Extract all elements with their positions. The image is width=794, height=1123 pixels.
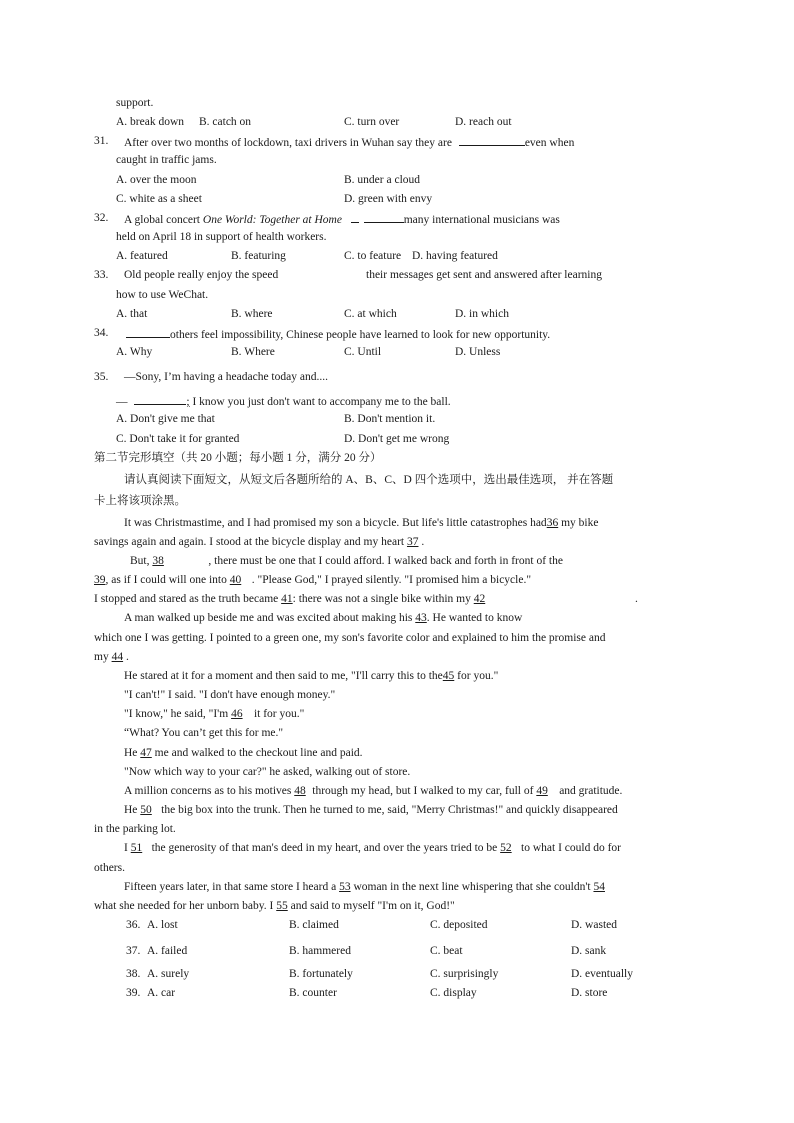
blank-37[interactable]: 37 <box>406 536 419 548</box>
blank-51[interactable]: 51 <box>130 842 143 854</box>
option-a[interactable]: A. lost <box>147 919 178 931</box>
passage-line-21 <box>94 899 455 913</box>
q34-option-a[interactable]: A. Why <box>116 346 153 358</box>
passage-text: savings again and again. I stood at the bicycle display and my heart <box>94 536 405 548</box>
q32-option-b[interactable]: B. featuring <box>231 250 286 262</box>
blank-38[interactable]: 38 <box>152 555 164 567</box>
q34-number: 34. <box>94 327 109 339</box>
option-b[interactable]: B. hammered <box>289 945 351 957</box>
blank-48[interactable]: 48 <box>294 785 306 797</box>
q34-stem <box>126 326 550 342</box>
q34-option-c[interactable]: C. Until <box>344 346 382 358</box>
passage-text: A million concerns as to his motives <box>124 785 292 797</box>
passage-text: He stared at it for a moment and then said to me, "I'll carry this to the <box>124 670 443 682</box>
option-d[interactable]: D. sank <box>571 945 607 957</box>
passage-text: . "Please God," I prayed silently. "I promised him a bicycle." <box>251 574 532 586</box>
q35-blank[interactable] <box>134 393 186 405</box>
passage-text: the generosity of that man's deed in my heart, and over the years tried to be <box>148 842 498 854</box>
q35-option-b[interactable]: B. Don't mention it. <box>344 413 436 425</box>
q33-stem-pre: Old people really enjoy the speed <box>124 269 279 281</box>
blank-41[interactable]: 41 <box>281 593 293 605</box>
passage-text: He <box>124 747 138 759</box>
passage-text: I stopped and stared as the truth became <box>94 593 279 605</box>
q31-option-b[interactable]: B. under a cloud <box>344 174 421 186</box>
blank-52[interactable]: 52 <box>500 842 512 854</box>
q32-number: 32. <box>94 212 109 224</box>
q31-stem-line2: caught in traffic jams. <box>116 154 217 166</box>
option-c[interactable]: C. deposited <box>430 919 488 931</box>
q30-tail: support. <box>116 97 154 109</box>
option-b[interactable]: B. fortunately <box>289 968 353 980</box>
blank-40[interactable]: 40 <box>229 574 242 586</box>
option-d[interactable]: D. wasted <box>571 919 617 931</box>
passage-line-5 <box>94 592 498 606</box>
passage-text: . <box>418 536 425 548</box>
option-d[interactable]: D. store <box>571 987 608 999</box>
q33-number: 33. <box>94 269 109 281</box>
passage-line-9 <box>124 669 498 683</box>
section-instruction-line2: 卡上将该项涂黑。 <box>94 495 186 507</box>
passage-text: , there must be one that I could afford. I walked back and forth in front of the <box>208 555 563 567</box>
passage-line-5-end: . <box>635 593 638 605</box>
blank-36[interactable]: 36 <box>546 517 559 529</box>
blank-47[interactable]: 47 <box>140 747 152 759</box>
passage-text: to what I could do for <box>518 842 621 854</box>
q33-option-a[interactable]: A. that <box>116 308 148 320</box>
q31-blank[interactable] <box>459 134 525 146</box>
q30-option-c[interactable]: C. turn over <box>344 116 400 128</box>
q34-option-b[interactable]: B. Where <box>231 346 275 358</box>
passage-text: my <box>94 651 109 663</box>
passage-text: A man walked up beside me and was excited about making his <box>124 612 413 624</box>
q33-option-d[interactable]: D. in which <box>455 308 509 320</box>
q35-option-a[interactable]: A. Don't give me that <box>116 413 215 425</box>
passage-line-4 <box>94 573 531 587</box>
blank-43[interactable]: 43 <box>415 612 427 624</box>
q35-dialogue-line2 <box>116 393 451 409</box>
blank-45[interactable]: 45 <box>442 670 455 682</box>
passage-line-14: "Now which way to your car?" he asked, walking out of store. <box>124 766 411 778</box>
passage-line-12: “What? You can’t get this for me." <box>124 727 284 739</box>
passage-line-2 <box>94 535 424 549</box>
q31-option-c[interactable]: C. white as a sheet <box>116 193 202 205</box>
q31-stem-post: even when <box>524 137 575 149</box>
option-d[interactable]: D. eventually <box>571 968 633 980</box>
option-a[interactable]: A. car <box>147 987 176 999</box>
q32-option-a[interactable]: A. featured <box>116 250 168 262</box>
passage-text: for you." <box>454 670 499 682</box>
q32-concert-title: One World: Together at Home <box>202 214 342 226</box>
blank-54[interactable]: 54 <box>593 881 605 893</box>
q32-option-c[interactable]: C. to feature <box>344 250 402 262</box>
option-c[interactable]: C. surprisingly <box>430 968 499 980</box>
passage-line-11 <box>124 707 304 721</box>
blank-49[interactable]: 49 <box>536 785 548 797</box>
passage-line-13 <box>124 746 363 760</box>
option-number: 38. <box>126 968 141 980</box>
q32-stem-pre: A global concert <box>124 214 201 226</box>
q33-stem-post: their messages get sent and answered after learning <box>366 269 602 281</box>
passage-line-18 <box>124 841 621 855</box>
q33-option-c[interactable]: C. at which <box>344 308 397 320</box>
q32-blank[interactable] <box>364 211 404 223</box>
option-number: 39. <box>126 987 141 999</box>
passage-line-3 <box>130 554 563 568</box>
q35-number: 35. <box>94 371 109 383</box>
passage-line-15 <box>124 784 622 798</box>
passage-text: But, <box>130 555 150 567</box>
passage-text: the big box into the trunk. Then he turned to me, said, "Merry Christmas!" and quickly disappeared <box>158 804 618 816</box>
q32-blank-a[interactable] <box>351 211 359 223</box>
option-c[interactable]: C. beat <box>430 945 463 957</box>
q34-blank[interactable] <box>126 326 170 338</box>
blank-44[interactable]: 44 <box>111 651 124 663</box>
passage-text: It was Christmastime, and I had promised my son a bicycle. But life's little catastrophes had <box>124 517 547 529</box>
passage-text: through my head, but I walked to my car, full of <box>312 785 534 797</box>
section-heading: 第二节完形填空（共 20 小题；每小题 1 分，满分 20 分） <box>94 452 382 464</box>
passage-text: and said to myself "I'm on it, God!" <box>287 900 455 912</box>
q30-option-d[interactable]: D. reach out <box>455 116 512 128</box>
option-number: 37. <box>126 945 141 957</box>
q34-stem-post: others feel impossibility, Chinese people have learned to look for new opportunity. <box>170 329 551 341</box>
q30-option-a[interactable]: A. break down <box>116 116 185 128</box>
passage-line-1 <box>124 516 598 530</box>
q35-option-d[interactable]: D. Don't get me wrong <box>344 433 450 445</box>
q31-stem <box>124 134 574 150</box>
q31-option-a[interactable]: A. over the moon <box>116 174 197 186</box>
q32-stem-post: many international musicians was <box>403 214 560 226</box>
blank-42[interactable]: 42 <box>473 593 486 605</box>
passage-line-16 <box>124 803 618 817</box>
q35-option-c[interactable]: C. Don't take it for granted <box>116 433 240 445</box>
passage-line-19: others. <box>94 862 125 874</box>
passage-line-8 <box>94 650 129 664</box>
passage-text: "I know," he said, "I'm <box>124 708 229 720</box>
passage-text: : there was not a single bike within my <box>292 593 471 605</box>
blank-46[interactable]: 46 <box>231 708 243 720</box>
option-a[interactable]: A. surely <box>147 968 190 980</box>
passage-line-10: "I can't!" I said. "I don't have enough money." <box>124 689 336 701</box>
q32-stem-line2: held on April 18 in support of health workers. <box>116 231 327 243</box>
blank-39[interactable]: 39 <box>94 574 106 586</box>
section-instruction-line1: 请认真阅读下面短文，从短文后各题所给的 A、B、C、D 四个选项中，选出最佳选项， 并在答题 <box>124 474 614 486</box>
passage-line-17: in the parking lot. <box>94 823 176 835</box>
passage-text: . <box>123 651 129 663</box>
passage-text: my bike <box>558 517 599 529</box>
option-b[interactable]: B. counter <box>289 987 337 999</box>
blank-55[interactable]: 55 <box>276 900 288 912</box>
blank-53[interactable]: 53 <box>339 881 351 893</box>
q30-option-b[interactable]: B. catch on <box>199 116 252 128</box>
q33-stem-line2: how to use WeChat. <box>116 289 209 301</box>
q32-option-d[interactable]: D. having featured <box>412 250 498 262</box>
option-a[interactable]: A. failed <box>147 945 188 957</box>
q31-number: 31. <box>94 135 109 147</box>
passage-line-7: which one I was getting. I pointed to a green one, my son's favorite color and explained to him the promise and <box>94 632 606 644</box>
passage-text: what she needed for her unborn baby. I <box>94 900 274 912</box>
passage-text: Fifteen years later, in that same store I heard a <box>124 881 337 893</box>
passage-text: it for you." <box>251 708 305 720</box>
q35-semicolon: ; <box>186 396 190 408</box>
passage-text: and gratitude. <box>556 785 623 797</box>
passage-text: woman in the next line whispering that she couldn't <box>350 881 591 893</box>
option-c[interactable]: C. display <box>430 987 477 999</box>
q31-stem-pre: After over two months of lockdown, taxi drivers in Wuhan say they are <box>124 137 452 149</box>
q35-reply: I know you just don't want to accompany me to the ball. <box>189 396 451 408</box>
q33-option-b[interactable]: B. where <box>231 308 273 320</box>
passage-text: . He wanted to know <box>426 612 523 624</box>
option-b[interactable]: B. claimed <box>289 919 339 931</box>
passage-line-6 <box>124 611 522 625</box>
q35-dialogue-line1: —Sony, I’m having a headache today and.... <box>124 371 328 383</box>
passage-line-20 <box>124 880 605 894</box>
q34-option-d[interactable]: D. Unless <box>455 346 501 358</box>
passage-text: , as if I could will one into <box>105 574 227 586</box>
blank-50[interactable]: 50 <box>140 804 152 816</box>
option-number: 36. <box>126 919 141 931</box>
q32-stem <box>124 211 560 227</box>
q35-dash: — <box>116 396 128 408</box>
q31-option-d[interactable]: D. green with envy <box>344 193 433 205</box>
passage-text: me and walked to the checkout line and paid. <box>151 747 363 759</box>
passage-text: I <box>124 842 128 854</box>
passage-text: He <box>124 804 138 816</box>
